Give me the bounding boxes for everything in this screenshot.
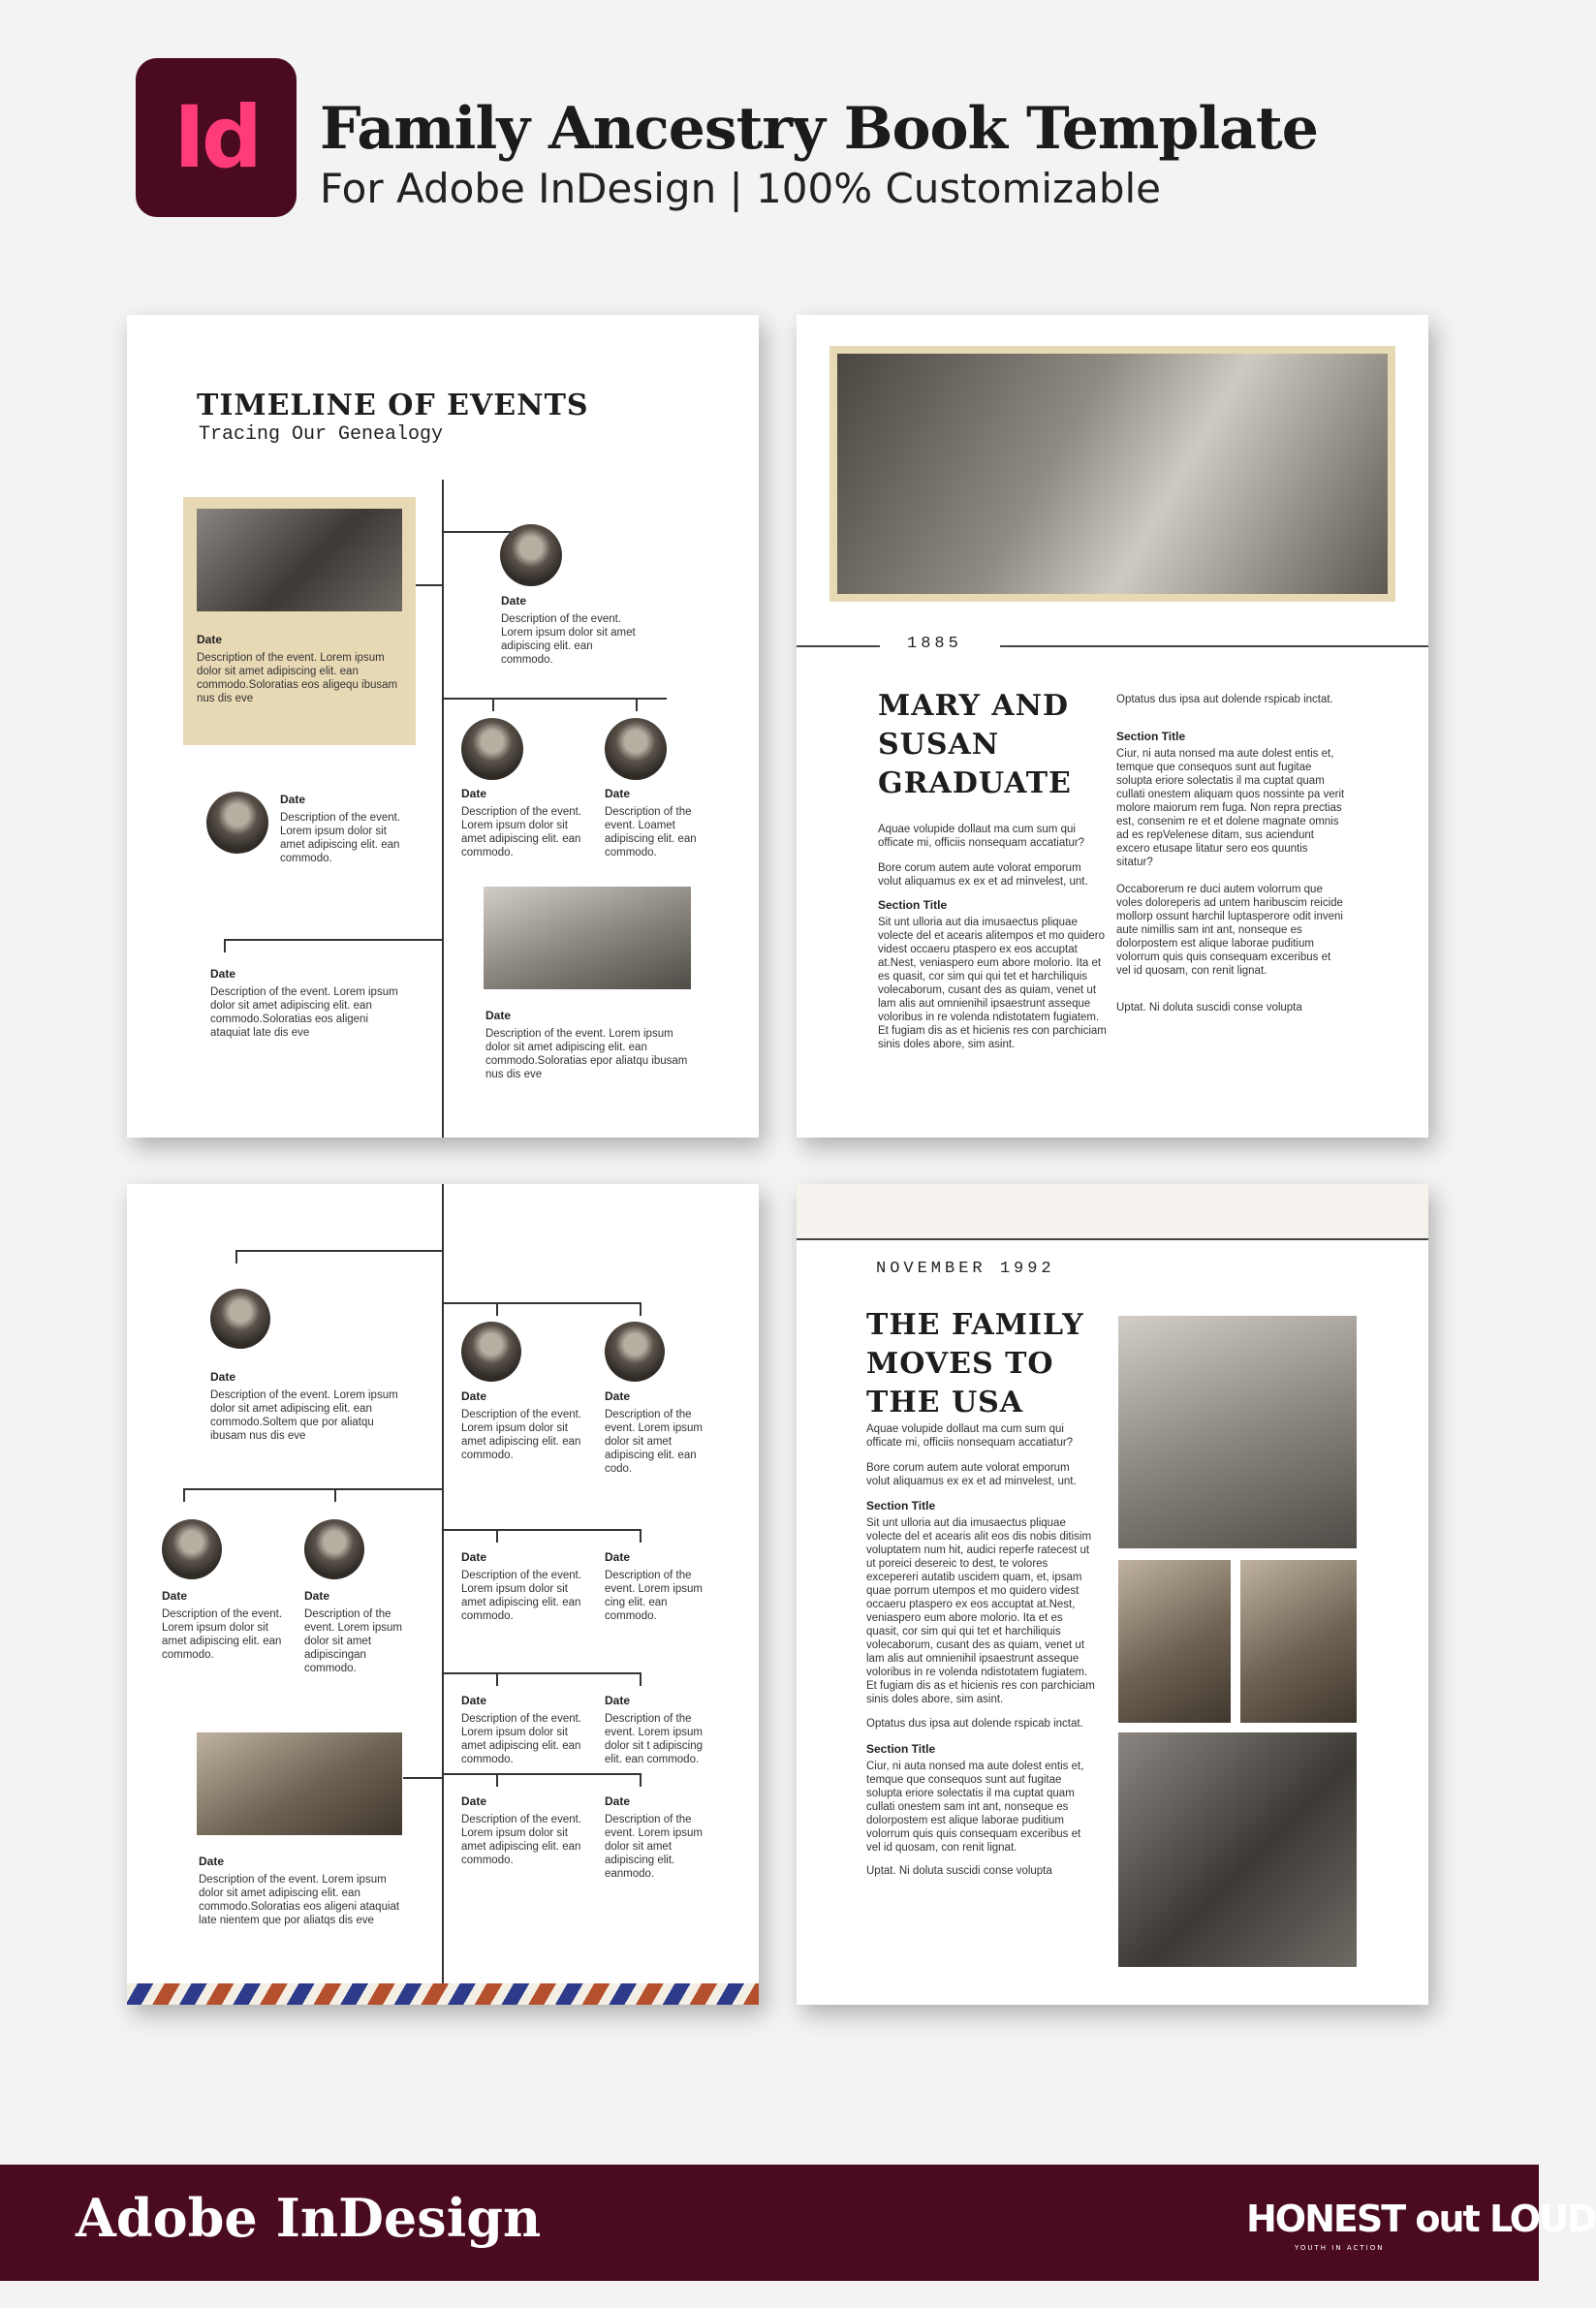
event-description: Description of the event. Lorem ipsum dolor sit amet adipiscing elit. ean commodo. xyxy=(162,1608,283,1661)
connector xyxy=(496,1529,498,1543)
closing-text: Uptat. Ni doluta suscidi conse volupta xyxy=(1116,1002,1302,1014)
connector xyxy=(442,1529,642,1531)
date-rule xyxy=(797,1238,1428,1240)
event-description: Description of the event. Lorem ipsum dolor sit amet adipiscingan commodo. xyxy=(304,1608,402,1674)
event-description: Description of the event. Lorem ipsum dolor sit amet adipiscing elit. ean commodo. xyxy=(461,806,582,858)
airmail-stripe-border xyxy=(127,1983,759,2005)
event-description: Description of the event. Lorem ipsum dolor sit amet adipiscing elit. ean commodo.Soloratias eos aligeni ataquiat late dis eve xyxy=(210,986,398,1039)
event-date: Date xyxy=(605,1794,631,1808)
event-description: Description of the event. Loamet adipiscing elit. ean commodo. xyxy=(605,806,697,858)
mother-child-photo xyxy=(1118,1732,1357,1967)
paragraph: Bore corum autem aute volorat emporum volut aliquamus ex ex et ad minvelest, unt. xyxy=(878,862,1088,888)
portrait-photo xyxy=(605,1322,665,1382)
event-date: Date xyxy=(485,1009,512,1022)
event-description: Description of the event. Lorem ipsum dolor sit amet adipiscing elit. ean codo. xyxy=(605,1409,703,1475)
connector xyxy=(416,584,442,586)
event-description: Description of the event. Lorem ipsum cing elit. ean commodo. xyxy=(605,1570,703,1622)
page-title: Family Ancestry Book Template xyxy=(320,95,1318,163)
event-description: Description of the event. Lorem ipsum dolor sit amet adipiscing elit. ean commodo.Soltem que por aliatqu ibusam nus dis eve xyxy=(210,1389,398,1442)
event-date: Date xyxy=(280,793,306,806)
event-description: Description of the event. Lorem ipsum dolor sit amet adipiscing elit. ean commodo.Soloratias eos aligequ ibusam nus dis eve xyxy=(197,652,398,704)
connector xyxy=(442,1672,642,1674)
event-date: Date xyxy=(210,1370,236,1384)
three-women-photo xyxy=(484,887,691,989)
timeline-page-1 xyxy=(127,315,759,1138)
event-date: Date xyxy=(197,633,223,646)
connector xyxy=(636,698,638,711)
section-text: Ciur, ni auta nonsed ma aute dolest entis et, temque que consequos sunt aut fugitae solupta eriore solectatis il ma cuptat quam cullati onestem sam int ant, nonseque es dolorpostem est alique laborae puditium volorrum quis quis consequam exceribus et vel id quosam, con renit lignat. xyxy=(866,1761,1084,1854)
connector xyxy=(442,1773,642,1775)
section-text: Sit unt ulloria aut dia imusaectus pliquae volecte del et acearis alitempos et mo quidero videst occaeru ptaspero ex eos accuptat at.Nest, veniaspero eum abore molorio. Ita et es quasit, cor sim qui qui tet et harchiliquis volecaborum, cusant des as quiam, venet ut lam alis aut omnienihil ipsaestrunt asseque voloribus in re volenda ndistotatem fugiatem. Et fugiam dis as et hicienis res con parchiciam sinis doles abore, sim asint. xyxy=(878,917,1107,1050)
connector xyxy=(403,1777,442,1779)
page-top-band xyxy=(797,1184,1428,1238)
year-rule-left xyxy=(797,645,880,647)
connector xyxy=(442,1302,642,1304)
connector xyxy=(640,1529,642,1543)
timeline-subtitle: Tracing Our Genealogy xyxy=(199,423,444,446)
paragraph: Occaborerum re duci autem volorrum que voles doloreperis ad untem haribuscim reicide mollorp ossunt harchil luptasperore odit inveni aute nimillis sam int ant, nonseque es dolorpostem est alique laborae puditium volorrum quis quis consequam exceribus et vel id quosam, con renit lignat. xyxy=(1116,884,1343,977)
section-title: Section Title xyxy=(866,1742,936,1756)
connector xyxy=(235,1250,442,1252)
event-date: Date xyxy=(210,967,236,981)
event-date: Date xyxy=(461,1389,487,1403)
event-date: Date xyxy=(461,1694,487,1707)
connector xyxy=(640,1302,642,1316)
portrait-photo xyxy=(500,524,562,586)
year-label: 1885 xyxy=(907,635,962,653)
portrait-photo xyxy=(461,718,523,780)
connector xyxy=(334,1488,336,1502)
portrait-photo xyxy=(304,1519,364,1579)
event-date: Date xyxy=(605,1550,631,1564)
story-title: THE FAMILY MOVES TO THE USA xyxy=(866,1308,1084,1419)
connector xyxy=(492,698,494,711)
connector xyxy=(442,698,667,700)
connector xyxy=(496,1672,498,1686)
section-text: Sit unt ulloria aut dia imusaectus pliquae volecte del et acearis alit eos dis nobis ditisim voluptatem num hit, audici reperfe ratecest ut ut poreici desereic to dest, te volores excepereri autatib uscidem quam, et, ipsam quae porrum utempos et mo quidero videst occaeru ptaspero ex eos accuptat at.Nest, veniaspero eum abore molorio. Ita et es quasit, cor sim qui qui tet et harchiliquis volecaborum, cusant des as quiam, venet ut lam alis aut omnienihil ipsaestrunt asseque voloribus in re volenda ndistotatem fugiatem. Et fugiam dis as et hicienis res con parchiciam sinis doles abore, sim asint. xyxy=(866,1517,1095,1705)
event-date: Date xyxy=(162,1589,188,1603)
class-photo xyxy=(197,509,402,611)
event-description: Description of the event. Lorem ipsum dolor sit amet adipiscing elit. ean commodo. xyxy=(501,613,636,666)
portrait-photo xyxy=(206,792,268,854)
section-title: Section Title xyxy=(1116,730,1186,743)
event-date: Date xyxy=(304,1589,330,1603)
page-subtitle: For Adobe InDesign | 100% Customizable xyxy=(320,165,1161,212)
date-label: NOVEMBER 1992 xyxy=(876,1260,1055,1278)
connector xyxy=(224,939,442,941)
family-portrait-photo xyxy=(837,354,1388,594)
year-rule-right xyxy=(1000,645,1428,647)
event-date: Date xyxy=(461,1550,487,1564)
event-date: Date xyxy=(461,1794,487,1808)
event-date: Date xyxy=(605,1694,631,1707)
closing-text: Uptat. Ni doluta suscidi conse volupta xyxy=(866,1865,1052,1877)
event-description: Description of the event. Lorem ipsum dolor sit t adipiscing elit. ean commodo. xyxy=(605,1713,703,1765)
event-date: Date xyxy=(605,787,631,800)
footer-label: Adobe InDesign xyxy=(76,2187,542,2249)
logo-text: Id xyxy=(173,87,259,187)
connector xyxy=(640,1773,642,1787)
story-page-1992 xyxy=(797,1184,1428,2005)
event-description: Description of the event. Lorem ipsum dolor sit amet adipiscing elit. ean commodo.Soloratias epor aliatqu ibusam nus dis eve xyxy=(485,1028,688,1080)
house-photo xyxy=(197,1732,402,1835)
section-text: Ciur, ni auta nonsed ma aute dolest entis et, temque que consequos sunt aut fugitae solupta eriore solectatis il ma cuptat quam cullati onestem aliquam quos nossinte pa verit molore maiorum rem fuga. Non repra prectias est, consenim re et et dolene magnate omnis ad es repVelenese ditam, sus aciendunt excero etusape litatur sero eos quuntis sitatur? xyxy=(1116,748,1345,868)
brand-tagline: YOUTH IN ACTION xyxy=(1295,2244,1385,2252)
connector xyxy=(183,1488,442,1490)
event-date: Date xyxy=(199,1855,225,1868)
girl-portrait-photo xyxy=(1118,1560,1231,1723)
connector xyxy=(183,1488,185,1502)
event-description: Description of the event. Lorem ipsum dolor sit amet adipiscing elit. ean commodo. xyxy=(461,1713,582,1765)
event-date: Date xyxy=(501,594,527,608)
connector xyxy=(496,1302,498,1316)
event-description: Description of the event. Lorem ipsum dolor sit amet adipiscing elit. ean commodo. xyxy=(461,1570,582,1622)
event-description: Description of the event. Lorem ipsum dolor sit amet adipiscing elit. ean commodo. xyxy=(461,1814,582,1866)
event-description: Description of the event. Lorem ipsum dolor sit amet adipiscing elit. ean commodo.Soloratias eos aligeni ataquiat late nientem que por aliatqs dis eve xyxy=(199,1874,400,1926)
connector xyxy=(496,1773,498,1787)
fence-photo xyxy=(1240,1560,1357,1723)
event-description: Description of the event. Lorem ipsum dolor sit amet adipiscing elit. eanmodo. xyxy=(605,1814,703,1880)
portrait-photo xyxy=(162,1519,222,1579)
paragraph: Bore corum autem aute volorat emporum volut aliquamus ex ex et ad minvelest, unt. xyxy=(866,1462,1077,1487)
event-description: Description of the event. Lorem ipsum dolor sit amet adipiscing elit. ean commodo. xyxy=(461,1409,582,1461)
intro-text: Aquae volupide dollaut ma cum sum qui officate mi, officiis nonsequam accatiatur? xyxy=(878,824,1085,849)
connector xyxy=(224,939,226,952)
portrait-photo xyxy=(605,718,667,780)
paragraph: Optatus dus ipsa aut dolende rspicab inctat. xyxy=(866,1718,1083,1730)
right-intro: Optatus dus ipsa aut dolende rspicab inctat. xyxy=(1116,694,1333,705)
connector xyxy=(235,1250,237,1263)
event-description: Description of the event. Lorem ipsum dolor sit amet adipiscing elit. ean commodo. xyxy=(280,812,401,864)
three-women-photo xyxy=(1118,1316,1357,1548)
timeline-page-2 xyxy=(127,1184,759,2005)
event-date: Date xyxy=(605,1389,631,1403)
portrait-photo xyxy=(210,1289,270,1349)
timeline-title: TIMELINE OF EVENTS xyxy=(197,389,589,422)
indesign-logo xyxy=(136,58,297,217)
brand-logo: HONEST out LOUD xyxy=(1246,2198,1596,2240)
story-page-1885 xyxy=(797,315,1428,1138)
section-title: Section Title xyxy=(866,1499,936,1513)
intro-text: Aquae volupide dollaut ma cum sum qui officate mi, officiis nonsequam accatiatur? xyxy=(866,1423,1074,1449)
event-date: Date xyxy=(461,787,487,800)
portrait-photo xyxy=(461,1322,521,1382)
connector xyxy=(640,1672,642,1686)
story-title: MARY AND SUSAN GRADUATE xyxy=(878,689,1072,800)
section-title: Section Title xyxy=(878,898,948,912)
timeline-spine xyxy=(442,480,444,1138)
